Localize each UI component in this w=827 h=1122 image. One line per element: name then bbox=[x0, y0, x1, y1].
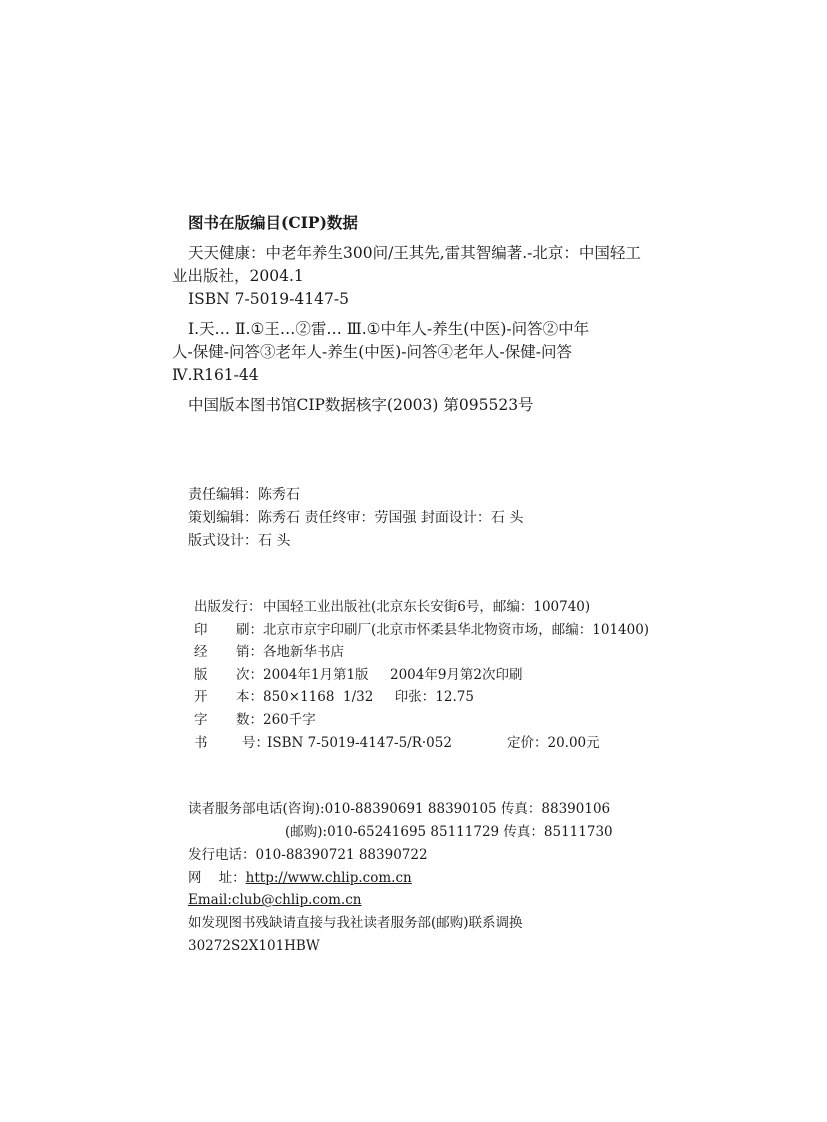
pub-value: 北京市京宇印刷厂(北京市怀柔县华北物资市场，邮编：101400) bbox=[263, 622, 650, 638]
pub-value: 260千字 bbox=[263, 712, 316, 728]
pub-value: 850×1168 1/32 印张：12.75 bbox=[263, 689, 474, 705]
replacement-notice: 如发现图书残缺请直接与我社读者服务部(邮购)联系调换 bbox=[188, 915, 523, 931]
pub-label-a: 印 bbox=[194, 622, 208, 638]
cip-subject-line-2: 人-保健-问答③老年人-养生(中医)-问答④老年人-保健-问答 bbox=[172, 343, 573, 361]
pub-label-a: 书 bbox=[194, 735, 208, 751]
pub-label-a: 经 bbox=[194, 644, 208, 660]
pub-value: 各地新华书店 bbox=[263, 644, 344, 660]
cip-classification: Ⅳ.R161-44 bbox=[172, 366, 259, 384]
cip-citation-line-1: 天天健康：中老年养生300问/王其先,雷其智编著.-北京：中国轻工 bbox=[188, 244, 641, 262]
pub-label-b: 号： bbox=[242, 735, 269, 751]
pub-label-a: 字 bbox=[194, 712, 208, 728]
pub-label-a: 开 bbox=[194, 689, 208, 705]
price: 定价：20.00元 bbox=[507, 735, 600, 751]
pub-label-b: 刷： bbox=[236, 622, 263, 638]
email-link[interactable]: Email:club@chlip.com.cn bbox=[188, 892, 362, 908]
website-link[interactable]: http://www.chlip.com.cn bbox=[245, 870, 412, 886]
pub-value: ISBN 7-5019-4147-5/R·052 bbox=[267, 735, 452, 751]
layout-designer: 版式设计：石 头 bbox=[188, 533, 291, 549]
pub-label-b: 销： bbox=[236, 644, 263, 660]
cip-title: 图书在版编目(CIP)数据 bbox=[188, 213, 358, 232]
cip-subject-line-1: Ⅰ.天… Ⅱ.①王…②雷… Ⅲ.①中年人-养生(中医)-问答②中年 bbox=[188, 320, 590, 338]
cip-isbn: ISBN 7-5019-4147-5 bbox=[188, 290, 349, 308]
pub-label: 出版发行： bbox=[194, 599, 262, 615]
pub-value: 中国轻工业出版社(北京东长安街6号，邮编：100740) bbox=[263, 599, 591, 615]
cip-citation-line-2: 业出版社，2004.1 bbox=[172, 267, 304, 285]
planning-editor-line: 策划编辑：陈秀石 责任终审：劳国强 封面设计：石 头 bbox=[188, 510, 524, 526]
service-phone-consult: 读者服务部电话(咨询):010-88390691 88390105 传真：88390106 bbox=[188, 801, 611, 817]
pub-label-b: 次： bbox=[236, 667, 263, 683]
website-label: 网 址： bbox=[188, 870, 246, 886]
service-phone-mail-order: (邮购):010-65241695 85111729 传真：85111730 bbox=[285, 824, 613, 840]
pub-label-b: 数： bbox=[236, 712, 263, 728]
pub-label-a: 版 bbox=[194, 667, 208, 683]
cip-core-data: 中国版本图书馆CIP数据核字(2003) 第095523号 bbox=[188, 396, 534, 414]
responsible-editor: 责任编辑：陈秀石 bbox=[188, 487, 300, 503]
pub-label-b: 本： bbox=[236, 689, 263, 705]
distribution-phone: 发行电话：010-88390721 88390722 bbox=[188, 847, 428, 863]
website-line bbox=[188, 872, 412, 886]
pub-value: 2004年1月第1版 2004年9月第2次印刷 bbox=[263, 667, 523, 683]
product-code: 30272S2X101HBW bbox=[188, 938, 320, 954]
